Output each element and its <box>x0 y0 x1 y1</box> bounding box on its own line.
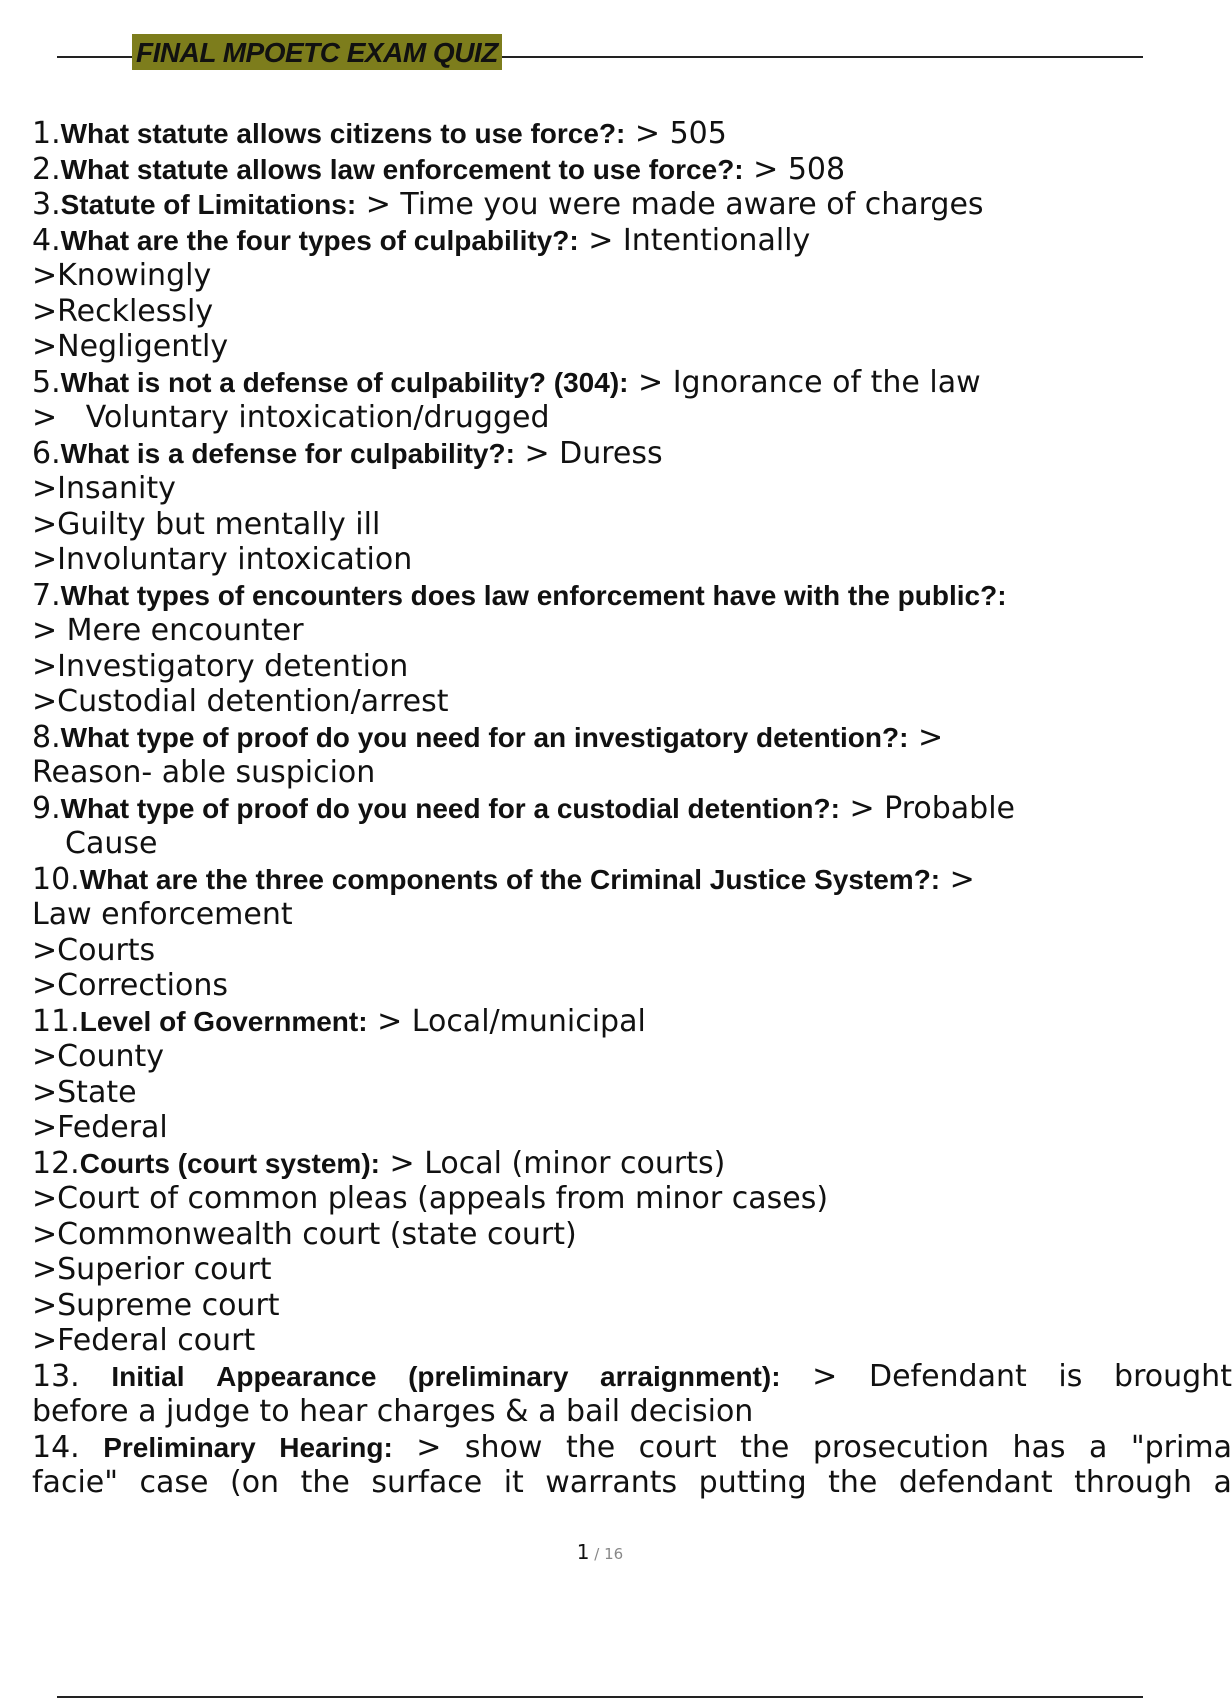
question-number: 6. <box>32 435 61 471</box>
footer-rule <box>57 1696 1143 1698</box>
question-text: Statute of Limitations: <box>60 189 357 220</box>
answer-text-word: the <box>740 1429 790 1465</box>
quiz-content <box>32 116 1232 1501</box>
answer-text: >State <box>32 1074 137 1110</box>
answer-line <box>32 1323 1200 1359</box>
question-line <box>32 152 1200 188</box>
answer-line <box>32 1288 1200 1324</box>
answer-text: >Federal <box>32 1110 168 1145</box>
answer-text: >Courts <box>32 932 156 968</box>
question-text-word: Initial <box>111 1360 185 1392</box>
answer-text-word: prosecution <box>812 1429 989 1465</box>
answer-text-word: court <box>638 1429 717 1465</box>
page-indicator <box>0 1540 1200 1564</box>
question-line <box>32 720 1200 756</box>
answer-line <box>32 1039 1200 1075</box>
answer-text: >Investigatory detention <box>32 648 409 684</box>
question-line <box>32 862 1200 898</box>
answer-line <box>32 258 1200 294</box>
question-text: What type of proof do you need for an investigatory detention?: <box>60 721 909 753</box>
answer-text: > Duress <box>514 435 663 471</box>
answer-text: > 505 <box>625 116 727 151</box>
answer-text-word: > <box>416 1429 442 1465</box>
question-text-word: Hearing: <box>279 1431 393 1463</box>
answer-text-word: surface <box>371 1465 483 1500</box>
question-text: What are the three components of the Criminal Justice System?: <box>79 863 941 895</box>
answer-text: before a judge to hear charges & a bail decision <box>32 1394 754 1429</box>
answer-text-word: through <box>1074 1465 1193 1500</box>
answer-text: > 508 <box>743 151 846 187</box>
answer-text-word: has <box>1012 1429 1066 1465</box>
question-text: What types of encounters does law enforcement have with the public?: <box>60 579 1007 611</box>
answer-line <box>32 1075 1200 1111</box>
answer-text: >Negligently <box>32 329 229 364</box>
question-text: What statute allows citizens to use force?: <box>60 118 626 149</box>
question-line <box>32 187 1200 223</box>
answer-line <box>32 507 1200 543</box>
answer-text: >Commonwealth court (state court) <box>32 1216 577 1252</box>
answer-text-word: facie" <box>32 1465 119 1500</box>
question-text: What is not a defense of culpability? (304): <box>60 366 629 398</box>
answer-text: >Knowingly <box>32 258 212 293</box>
question-line <box>32 223 1200 259</box>
question-text: Level of Government: <box>79 1005 368 1037</box>
answer-text: >Involuntary intoxication <box>32 542 413 577</box>
answer-text: > <box>908 719 944 755</box>
answer-text-word: it <box>503 1465 524 1500</box>
answer-text-word: (on <box>230 1465 280 1500</box>
question-line <box>32 1359 1232 1395</box>
current-page: 1 <box>576 1540 590 1564</box>
answer-line <box>32 329 1200 365</box>
question-number: 8. <box>32 719 61 755</box>
answer-text-word: putting <box>698 1465 807 1500</box>
answer-text: >Guilty but mentally ill <box>32 506 381 542</box>
answer-text: Reason- able suspicion <box>32 755 376 790</box>
answer-text-word: a <box>1213 1465 1232 1500</box>
answer-text: > Ignorance of the law <box>628 364 981 400</box>
answer-text-word: a <box>1088 1429 1108 1465</box>
answer-text: >Insanity <box>32 471 176 506</box>
answer-text-word: is <box>1058 1358 1083 1394</box>
answer-line <box>32 613 1200 649</box>
answer-text: > <box>940 861 975 897</box>
answer-text: >Federal court <box>32 1323 256 1358</box>
answer-line <box>32 933 1200 969</box>
page-header <box>57 34 1143 74</box>
answer-line <box>32 471 1200 507</box>
answer-text: > Probable <box>839 790 1016 826</box>
question-text: What is a defense for culpability?: <box>60 437 515 469</box>
answer-line <box>32 294 1200 330</box>
answer-text: >Supreme court <box>32 1287 280 1323</box>
document-title: FINAL MPOETC EXAM QUIZ <box>132 34 502 70</box>
question-text-word: (preliminary <box>408 1360 569 1392</box>
answer-text: > Local/municipal <box>367 1003 646 1039</box>
answer-text: >Superior court <box>32 1252 272 1287</box>
answer-text: Law enforcement <box>32 897 293 932</box>
answer-line <box>32 684 1200 720</box>
answer-line <box>32 1252 1200 1288</box>
question-number: 10. <box>32 861 80 897</box>
question-number: 11. <box>32 1003 80 1039</box>
question-line <box>32 578 1200 614</box>
question-number: 7. <box>32 577 61 613</box>
question-line <box>32 436 1200 472</box>
answer-text-word: the <box>565 1429 616 1465</box>
question-number-word: 14. <box>32 1429 80 1465</box>
question-number: 5. <box>32 364 61 400</box>
answer-text: > Voluntary intoxication/drugged <box>32 400 550 435</box>
answer-line <box>32 1394 1200 1430</box>
answer-text: >County <box>32 1039 164 1074</box>
answer-text-word: show <box>464 1429 543 1465</box>
answer-text: Cause <box>65 826 158 861</box>
answer-line <box>32 1181 1200 1217</box>
question-line <box>32 1430 1232 1466</box>
answer-text-word: "prima <box>1130 1429 1232 1465</box>
question-line <box>32 116 1200 152</box>
question-text-word: Preliminary <box>103 1431 256 1463</box>
answer-line <box>32 897 1200 933</box>
question-number: 3. <box>32 187 61 222</box>
question-text: What statute allows law enforcement to use force?: <box>60 153 744 185</box>
question-text: What are the four types of culpability?: <box>60 224 579 256</box>
question-line <box>32 365 1200 401</box>
answer-text-word: warrants <box>545 1465 678 1500</box>
answer-text-word: defendant <box>898 1465 1053 1500</box>
answer-text: > Intentionally <box>578 222 811 258</box>
answer-text: >Custodial detention/arrest <box>32 684 449 719</box>
question-text: Courts (court system): <box>79 1147 380 1179</box>
answer-line <box>32 542 1200 578</box>
question-line <box>32 1146 1200 1182</box>
question-text-word: arraignment): <box>600 1360 781 1392</box>
answer-line <box>32 1465 1232 1501</box>
answer-line <box>32 755 1200 791</box>
answer-text-word: the <box>300 1465 350 1500</box>
question-text-word: Appearance <box>216 1360 377 1392</box>
answer-line <box>32 1217 1200 1253</box>
question-number: 4. <box>32 222 61 258</box>
answer-text-word: case <box>139 1465 209 1500</box>
total-pages: / 16 <box>589 1545 624 1563</box>
question-text: What type of proof do you need for a custodial detention?: <box>60 792 840 824</box>
answer-text: >Corrections <box>32 968 228 1003</box>
answer-line <box>32 649 1200 685</box>
question-line <box>32 791 1200 827</box>
answer-text: > Mere encounter <box>32 613 304 648</box>
answer-text: >Court of common pleas (appeals from minor cases) <box>32 1181 829 1216</box>
question-line <box>32 1004 1200 1040</box>
answer-line <box>32 826 1200 862</box>
answer-line <box>32 968 1200 1004</box>
answer-text-word: brought <box>1114 1358 1232 1394</box>
question-number: 1. <box>32 116 61 151</box>
question-number: 9. <box>32 790 61 826</box>
answer-line <box>32 400 1200 436</box>
answer-text-word: > <box>812 1358 838 1394</box>
answer-text-word: Defendant <box>868 1358 1027 1394</box>
answer-text: > Time you were made aware of charges <box>356 187 984 222</box>
question-number: 2. <box>32 151 61 187</box>
answer-text-word: the <box>828 1465 878 1500</box>
question-number-word: 13. <box>32 1358 80 1394</box>
answer-text: > Local (minor courts) <box>379 1145 726 1181</box>
answer-line <box>32 1110 1200 1146</box>
question-number: 12. <box>32 1145 80 1181</box>
answer-text: >Recklessly <box>32 293 214 329</box>
